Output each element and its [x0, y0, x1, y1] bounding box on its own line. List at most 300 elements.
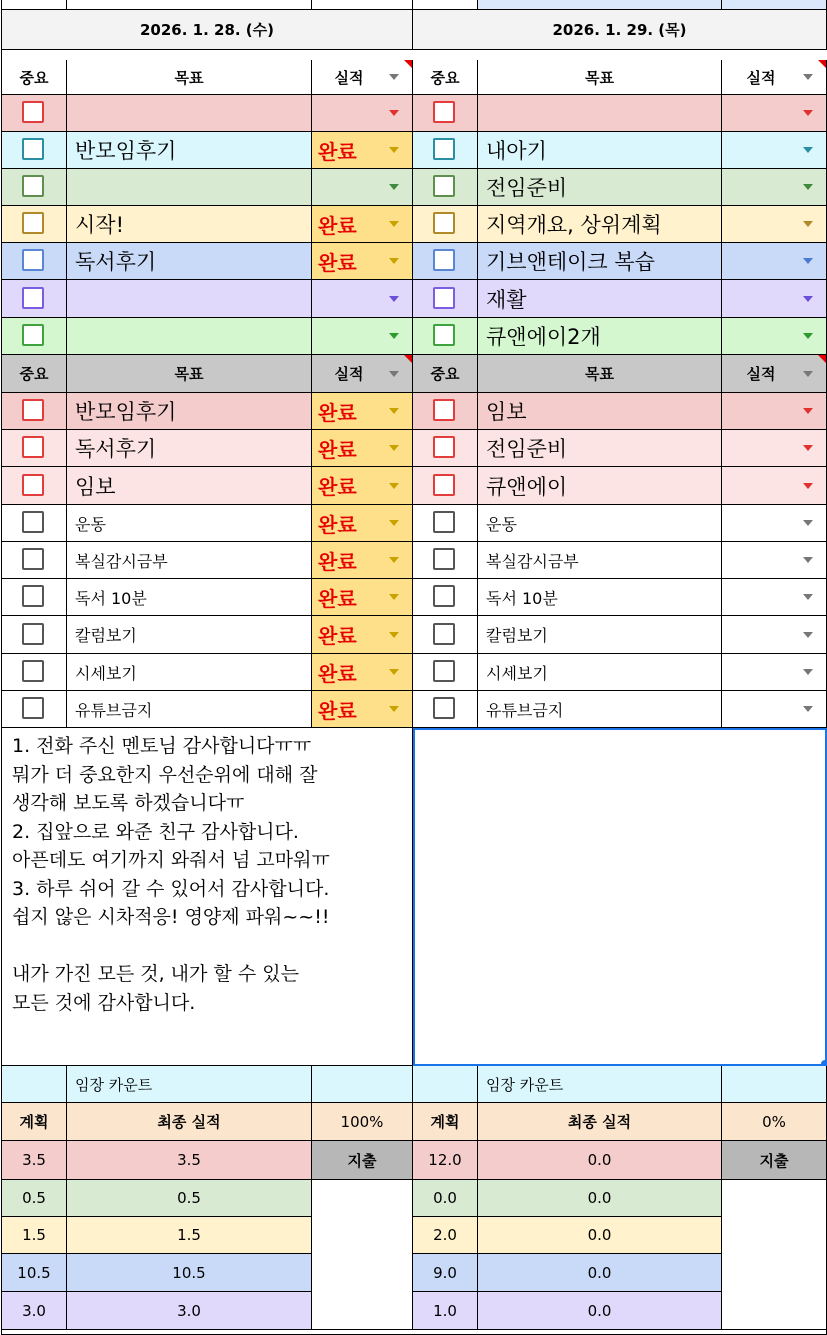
checkbox[interactable]: [22, 138, 44, 160]
result-dropdown[interactable]: [722, 691, 827, 728]
chevron-down-icon[interactable]: [389, 445, 399, 451]
chevron-down-icon[interactable]: [803, 371, 813, 377]
percent-cell[interactable]: [312, 1103, 413, 1141]
chevron-down-icon[interactable]: [803, 706, 813, 712]
importance-checkbox-cell[interactable]: [2, 691, 67, 728]
checkbox[interactable]: [433, 474, 455, 496]
result-dropdown[interactable]: [722, 206, 827, 243]
chevron-down-icon[interactable]: [803, 184, 813, 190]
goal-text: 유튜브금지: [486, 700, 564, 720]
result-text: 완료: [318, 624, 357, 648]
chevron-down-icon[interactable]: [389, 594, 399, 600]
final-value-cell[interactable]: [478, 1217, 722, 1254]
importance-checkbox-cell[interactable]: [2, 132, 67, 169]
importance-checkbox-cell[interactable]: [413, 654, 478, 691]
count-label: 임장 카운트: [75, 1075, 153, 1094]
result-header[interactable]: [312, 60, 413, 95]
goal-text: [75, 318, 311, 354]
date-label: 2026. 1. 29. (목): [552, 21, 687, 39]
header-label: 실적: [746, 365, 776, 383]
chevron-down-icon[interactable]: [803, 445, 813, 451]
importance-checkbox-cell[interactable]: [413, 243, 478, 280]
goal-text: 복실감시금부: [486, 551, 579, 571]
result-text: 완료: [318, 661, 357, 686]
goal-text: 독서 10분: [75, 588, 147, 608]
grid-border: [1, 0, 2, 1335]
final-value: 3.5: [177, 1151, 201, 1169]
chevron-down-icon[interactable]: [389, 632, 399, 638]
goal-cell[interactable]: [67, 243, 312, 280]
chevron-down-icon[interactable]: [803, 520, 813, 526]
result-text: 완료: [318, 213, 357, 238]
chevron-down-icon[interactable]: [803, 296, 813, 302]
goal-cell[interactable]: [478, 430, 722, 467]
importance-checkbox-cell[interactable]: [2, 393, 67, 430]
note-line: 뭐가 더 중요한지 우선순위에 대해 잘: [12, 763, 318, 786]
final-header[interactable]: [67, 1103, 312, 1141]
final-value: 0.0: [587, 1263, 612, 1282]
cell[interactable]: [67, 0, 312, 10]
header-label: 중요: [430, 68, 460, 87]
goal-cell[interactable]: [478, 691, 722, 728]
goal-header[interactable]: [478, 355, 722, 393]
goal-cell[interactable]: [478, 206, 722, 243]
goal-text: 독서 10분: [486, 588, 558, 608]
importance-checkbox-cell[interactable]: [2, 206, 67, 243]
result-text: 완료: [318, 586, 357, 611]
importance-checkbox-cell[interactable]: [413, 393, 478, 430]
result-dropdown[interactable]: [312, 95, 413, 132]
goal-header[interactable]: [478, 60, 722, 95]
comment-indicator-icon: [404, 60, 412, 68]
chevron-down-icon[interactable]: [389, 669, 399, 675]
cell[interactable]: [2, 1330, 827, 1335]
goal-cell[interactable]: [67, 505, 312, 542]
result-dropdown[interactable]: [312, 691, 413, 728]
result-dropdown[interactable]: [722, 169, 827, 206]
final-value-cell[interactable]: [67, 1180, 312, 1217]
importance-header[interactable]: [2, 60, 67, 95]
goal-cell[interactable]: [478, 318, 722, 355]
plan-value: 12.0: [428, 1151, 462, 1169]
result-dropdown[interactable]: [312, 280, 413, 318]
result-dropdown[interactable]: [722, 616, 827, 654]
importance-checkbox-cell[interactable]: [413, 132, 478, 169]
chevron-down-icon[interactable]: [803, 408, 813, 414]
plan-value: 9.0: [433, 1263, 457, 1282]
final-value: 0.0: [587, 1226, 612, 1244]
checkbox[interactable]: [433, 212, 455, 234]
result-dropdown[interactable]: [312, 505, 413, 542]
result-dropdown[interactable]: [722, 132, 827, 169]
final-value: 3.0: [177, 1301, 201, 1320]
selected-note-cell[interactable]: [413, 728, 827, 1066]
checkbox[interactable]: [433, 175, 455, 197]
checkbox[interactable]: [433, 511, 455, 533]
goal-cell[interactable]: [478, 542, 722, 579]
result-dropdown[interactable]: [312, 132, 413, 169]
result-text: 완료: [318, 250, 357, 275]
importance-checkbox-cell[interactable]: [2, 169, 67, 206]
checkbox[interactable]: [433, 249, 455, 271]
chevron-down-icon[interactable]: [803, 594, 813, 600]
chevron-down-icon[interactable]: [803, 557, 813, 563]
checkbox[interactable]: [433, 585, 455, 607]
note-line: 쉽지 않은 시차적응! 영양제 파워~~!!: [12, 906, 330, 928]
goal-text: 칼럼보기: [75, 626, 137, 645]
checkbox[interactable]: [433, 436, 455, 458]
chevron-down-icon[interactable]: [389, 74, 399, 80]
goal-cell[interactable]: [67, 318, 312, 355]
importance-checkbox-cell[interactable]: [2, 467, 67, 505]
checkbox[interactable]: [22, 399, 44, 421]
result-header[interactable]: [722, 355, 827, 393]
plan-value-cell[interactable]: [2, 1217, 67, 1254]
cell[interactable]: [413, 1066, 478, 1103]
goal-text: 독서후기: [75, 250, 157, 274]
importance-checkbox-cell[interactable]: [2, 95, 67, 132]
plan-value: 1.5: [22, 1226, 46, 1244]
goal-text: 시작!: [75, 213, 124, 237]
checkbox[interactable]: [22, 101, 44, 123]
result-dropdown[interactable]: [312, 579, 413, 616]
chevron-down-icon[interactable]: [389, 408, 399, 414]
result-dropdown[interactable]: [722, 243, 827, 280]
final-value-cell[interactable]: [478, 1180, 722, 1217]
plan-label: 계획: [19, 1113, 49, 1131]
goal-text: 임보: [486, 400, 527, 424]
final-label: 최종 실적: [157, 1113, 221, 1131]
chevron-down-icon[interactable]: [803, 74, 813, 80]
result-dropdown[interactable]: [312, 169, 413, 206]
goal-cell[interactable]: [478, 243, 722, 280]
goal-text: [486, 95, 721, 131]
goal-text: 기브앤테이크 복습: [486, 250, 655, 274]
chevron-down-icon[interactable]: [803, 221, 813, 227]
result-dropdown[interactable]: [312, 206, 413, 243]
importance-checkbox-cell[interactable]: [2, 430, 67, 467]
goal-text: 시세보기: [486, 663, 548, 683]
final-value: 10.5: [172, 1263, 206, 1282]
plan-label: 계획: [430, 1113, 460, 1131]
goal-cell[interactable]: [67, 579, 312, 616]
importance-checkbox-cell[interactable]: [413, 430, 478, 467]
expense-cell[interactable]: [722, 1180, 827, 1330]
header-label: 목표: [174, 68, 204, 87]
checkbox[interactable]: [22, 660, 44, 682]
goal-text: 지역개요, 상위계획: [486, 213, 662, 237]
plan-value: 3.5: [22, 1151, 46, 1169]
importance-checkbox-cell[interactable]: [413, 467, 478, 505]
goal-text: 내아기: [486, 139, 547, 163]
result-dropdown[interactable]: [312, 318, 413, 355]
result-dropdown[interactable]: [722, 430, 827, 467]
result-dropdown[interactable]: [312, 467, 413, 505]
header-label: 목표: [585, 68, 614, 87]
result-dropdown[interactable]: [312, 542, 413, 579]
goal-cell[interactable]: [478, 579, 722, 616]
checkbox[interactable]: [22, 175, 44, 197]
goal-cell[interactable]: [67, 691, 312, 728]
goal-text: 운동: [75, 514, 106, 534]
final-value: 0.0: [587, 1301, 612, 1320]
checkbox[interactable]: [22, 585, 44, 607]
checkbox[interactable]: [22, 436, 44, 458]
result-text: 완료: [318, 139, 357, 164]
importance-checkbox-cell[interactable]: [2, 616, 67, 654]
goal-cell[interactable]: [478, 169, 722, 206]
checkbox[interactable]: [22, 324, 44, 346]
checkbox[interactable]: [433, 399, 455, 421]
goal-cell[interactable]: [67, 280, 312, 318]
goal-text: 임보: [75, 474, 116, 499]
final-value-cell[interactable]: [478, 1292, 722, 1330]
goal-cell[interactable]: [67, 430, 312, 467]
result-text: 완료: [318, 549, 357, 574]
checkbox[interactable]: [22, 474, 44, 496]
checkbox[interactable]: [433, 138, 455, 160]
plan-value-cell[interactable]: [413, 1254, 478, 1292]
goal-cell[interactable]: [478, 95, 722, 132]
checkbox[interactable]: [22, 548, 44, 570]
goal-cell[interactable]: [478, 616, 722, 654]
importance-checkbox-cell[interactable]: [2, 654, 67, 691]
result-dropdown[interactable]: [312, 243, 413, 280]
goal-cell[interactable]: [67, 616, 312, 654]
result-header[interactable]: [722, 60, 827, 95]
goal-cell[interactable]: [67, 654, 312, 691]
result-dropdown[interactable]: [312, 393, 413, 430]
note-line: 3. 하루 쉬어 갈 수 있어서 감사합니다.: [12, 877, 330, 900]
chevron-down-icon[interactable]: [389, 483, 399, 489]
chevron-down-icon[interactable]: [389, 296, 399, 302]
final-value-cell[interactable]: [67, 1254, 312, 1292]
plan-value-cell[interactable]: [2, 1254, 67, 1292]
chevron-down-icon[interactable]: [389, 221, 399, 227]
final-value-cell[interactable]: [67, 1217, 312, 1254]
goal-text: 전임준비: [486, 176, 568, 200]
plan-value-cell[interactable]: [413, 1180, 478, 1217]
goal-text: 전임준비: [486, 437, 568, 461]
plan-value-cell[interactable]: [413, 1217, 478, 1254]
chevron-down-icon[interactable]: [803, 483, 813, 489]
final-value: 0.0: [587, 1189, 612, 1207]
importance-checkbox-cell[interactable]: [413, 579, 478, 616]
importance-checkbox-cell[interactable]: [413, 542, 478, 579]
goal-cell[interactable]: [478, 280, 722, 318]
result-dropdown[interactable]: [722, 95, 827, 132]
checkbox[interactable]: [433, 623, 455, 645]
count-label-cell[interactable]: [478, 1066, 722, 1103]
chevron-down-icon[interactable]: [803, 669, 813, 675]
count-label-cell[interactable]: [67, 1066, 312, 1103]
goal-cell[interactable]: [67, 206, 312, 243]
header-label: 실적: [334, 68, 364, 87]
plan-header[interactable]: [413, 1103, 478, 1141]
result-dropdown[interactable]: [722, 654, 827, 691]
importance-checkbox-cell[interactable]: [2, 280, 67, 318]
checkbox[interactable]: [22, 249, 44, 271]
importance-header[interactable]: [413, 60, 478, 95]
comment-indicator-icon: [404, 355, 412, 363]
expense-header[interactable]: [722, 1141, 827, 1180]
chevron-down-icon[interactable]: [389, 371, 399, 377]
importance-checkbox-cell[interactable]: [413, 95, 478, 132]
result-text: 완료: [318, 512, 357, 537]
date-header[interactable]: [2, 10, 413, 50]
result-text: 완료: [318, 698, 357, 723]
chevron-down-icon[interactable]: [389, 557, 399, 563]
plan-value-cell[interactable]: [413, 1292, 478, 1330]
result-dropdown[interactable]: [722, 393, 827, 430]
note-line: 생각해 보도록 하겠습니다ㅠ: [12, 792, 245, 814]
comment-indicator-icon: [818, 60, 826, 68]
result-text: 완료: [318, 475, 357, 499]
checkbox[interactable]: [433, 548, 455, 570]
result-dropdown[interactable]: [722, 467, 827, 505]
goal-cell[interactable]: [478, 132, 722, 169]
result-text: 완료: [318, 437, 357, 462]
importance-checkbox-cell[interactable]: [413, 505, 478, 542]
importance-checkbox-cell[interactable]: [2, 579, 67, 616]
goal-cell[interactable]: [67, 132, 312, 169]
goal-text: 칼럼보기: [486, 626, 548, 645]
importance-checkbox-cell[interactable]: [413, 169, 478, 206]
result-dropdown[interactable]: [722, 579, 827, 616]
goal-text: 재활: [486, 287, 527, 312]
chevron-down-icon[interactable]: [803, 147, 813, 153]
importance-checkbox-cell[interactable]: [2, 505, 67, 542]
note-line: 1. 전화 주신 멘토님 감사합니다ㅠㅠ: [12, 735, 312, 757]
goal-text: 독서후기: [75, 437, 157, 461]
header-label: 중요: [19, 68, 49, 87]
goal-text: [75, 169, 311, 205]
result-dropdown[interactable]: [722, 505, 827, 542]
goal-header[interactable]: [67, 60, 312, 95]
goal-cell[interactable]: [67, 542, 312, 579]
result-dropdown[interactable]: [312, 616, 413, 654]
goal-cell[interactable]: [67, 393, 312, 430]
plan-value: 3.0: [22, 1301, 46, 1320]
importance-checkbox-cell[interactable]: [2, 243, 67, 280]
cell[interactable]: [413, 0, 478, 10]
percent-cell[interactable]: [722, 1103, 827, 1141]
goal-cell[interactable]: [478, 393, 722, 430]
importance-checkbox-cell[interactable]: [413, 691, 478, 728]
goal-cell[interactable]: [67, 169, 312, 206]
chevron-down-icon[interactable]: [803, 333, 813, 339]
cell[interactable]: [312, 0, 413, 10]
checkbox[interactable]: [433, 287, 455, 309]
result-header[interactable]: [312, 355, 413, 393]
goal-text: 반모임후기: [75, 400, 177, 424]
final-value-cell[interactable]: [478, 1254, 722, 1292]
chevron-down-icon[interactable]: [389, 520, 399, 526]
goal-cell[interactable]: [67, 95, 312, 132]
header-label: 실적: [334, 365, 364, 383]
checkbox[interactable]: [22, 697, 44, 719]
importance-checkbox-cell[interactable]: [413, 280, 478, 318]
goal-text: 운동: [486, 514, 517, 534]
importance-header[interactable]: [413, 355, 478, 393]
goal-text: [75, 95, 311, 131]
result-dropdown[interactable]: [722, 542, 827, 579]
final-header[interactable]: [478, 1103, 722, 1141]
chevron-down-icon[interactable]: [389, 110, 399, 116]
percent-value: 0%: [762, 1112, 786, 1131]
expense-header[interactable]: [312, 1141, 413, 1180]
checkbox[interactable]: [433, 660, 455, 682]
cell[interactable]: [312, 1066, 413, 1103]
plan-value-cell[interactable]: [2, 1292, 67, 1330]
note-line: 아픈데도 여기까지 와줘서 넘 고마워ㅠ: [12, 849, 330, 871]
chevron-down-icon[interactable]: [389, 184, 399, 190]
result-dropdown[interactable]: [312, 430, 413, 467]
header-label: 중요: [430, 365, 460, 383]
importance-checkbox-cell[interactable]: [2, 542, 67, 579]
cell[interactable]: [2, 1066, 67, 1103]
chevron-down-icon[interactable]: [389, 333, 399, 339]
goal-cell[interactable]: [478, 654, 722, 691]
cell[interactable]: [2, 0, 67, 10]
result-dropdown[interactable]: [722, 318, 827, 355]
importance-checkbox-cell[interactable]: [413, 206, 478, 243]
checkbox[interactable]: [22, 287, 44, 309]
checkbox[interactable]: [433, 324, 455, 346]
plan-value-cell[interactable]: [2, 1180, 67, 1217]
chevron-down-icon[interactable]: [803, 632, 813, 638]
goal-text: 큐앤에이2개: [486, 325, 601, 349]
result-dropdown[interactable]: [312, 654, 413, 691]
result-dropdown[interactable]: [722, 280, 827, 318]
gratitude-note[interactable]: [2, 728, 413, 1066]
importance-checkbox-cell[interactable]: [2, 318, 67, 355]
final-value-cell[interactable]: [67, 1292, 312, 1330]
final-value-cell[interactable]: [478, 1141, 722, 1180]
importance-header[interactable]: [2, 355, 67, 393]
chevron-down-icon[interactable]: [803, 258, 813, 264]
cell[interactable]: [722, 1066, 827, 1103]
final-value-cell[interactable]: [67, 1141, 312, 1180]
expense-cell[interactable]: [312, 1180, 413, 1330]
importance-checkbox-cell[interactable]: [413, 616, 478, 654]
final-label: 최종 실적: [567, 1113, 632, 1131]
goal-cell[interactable]: [67, 467, 312, 505]
goal-cell[interactable]: [478, 505, 722, 542]
goal-text: [75, 280, 311, 317]
chevron-down-icon[interactable]: [803, 110, 813, 116]
goal-cell[interactable]: [478, 467, 722, 505]
checkbox[interactable]: [22, 623, 44, 645]
cell[interactable]: [478, 0, 722, 10]
goal-header[interactable]: [67, 355, 312, 393]
checkbox[interactable]: [22, 212, 44, 234]
expense-label: 지출: [759, 1151, 789, 1170]
plan-value-cell[interactable]: [413, 1141, 478, 1180]
plan-header[interactable]: [2, 1103, 67, 1141]
checkbox[interactable]: [22, 511, 44, 533]
chevron-down-icon[interactable]: [389, 706, 399, 712]
importance-checkbox-cell[interactable]: [413, 318, 478, 355]
chevron-down-icon[interactable]: [389, 258, 399, 264]
checkbox[interactable]: [433, 101, 455, 123]
cell[interactable]: [722, 0, 827, 10]
checkbox[interactable]: [433, 697, 455, 719]
chevron-down-icon[interactable]: [389, 147, 399, 153]
plan-value-cell[interactable]: [2, 1141, 67, 1180]
date-header[interactable]: [413, 10, 827, 50]
header-label: 중요: [19, 365, 49, 383]
